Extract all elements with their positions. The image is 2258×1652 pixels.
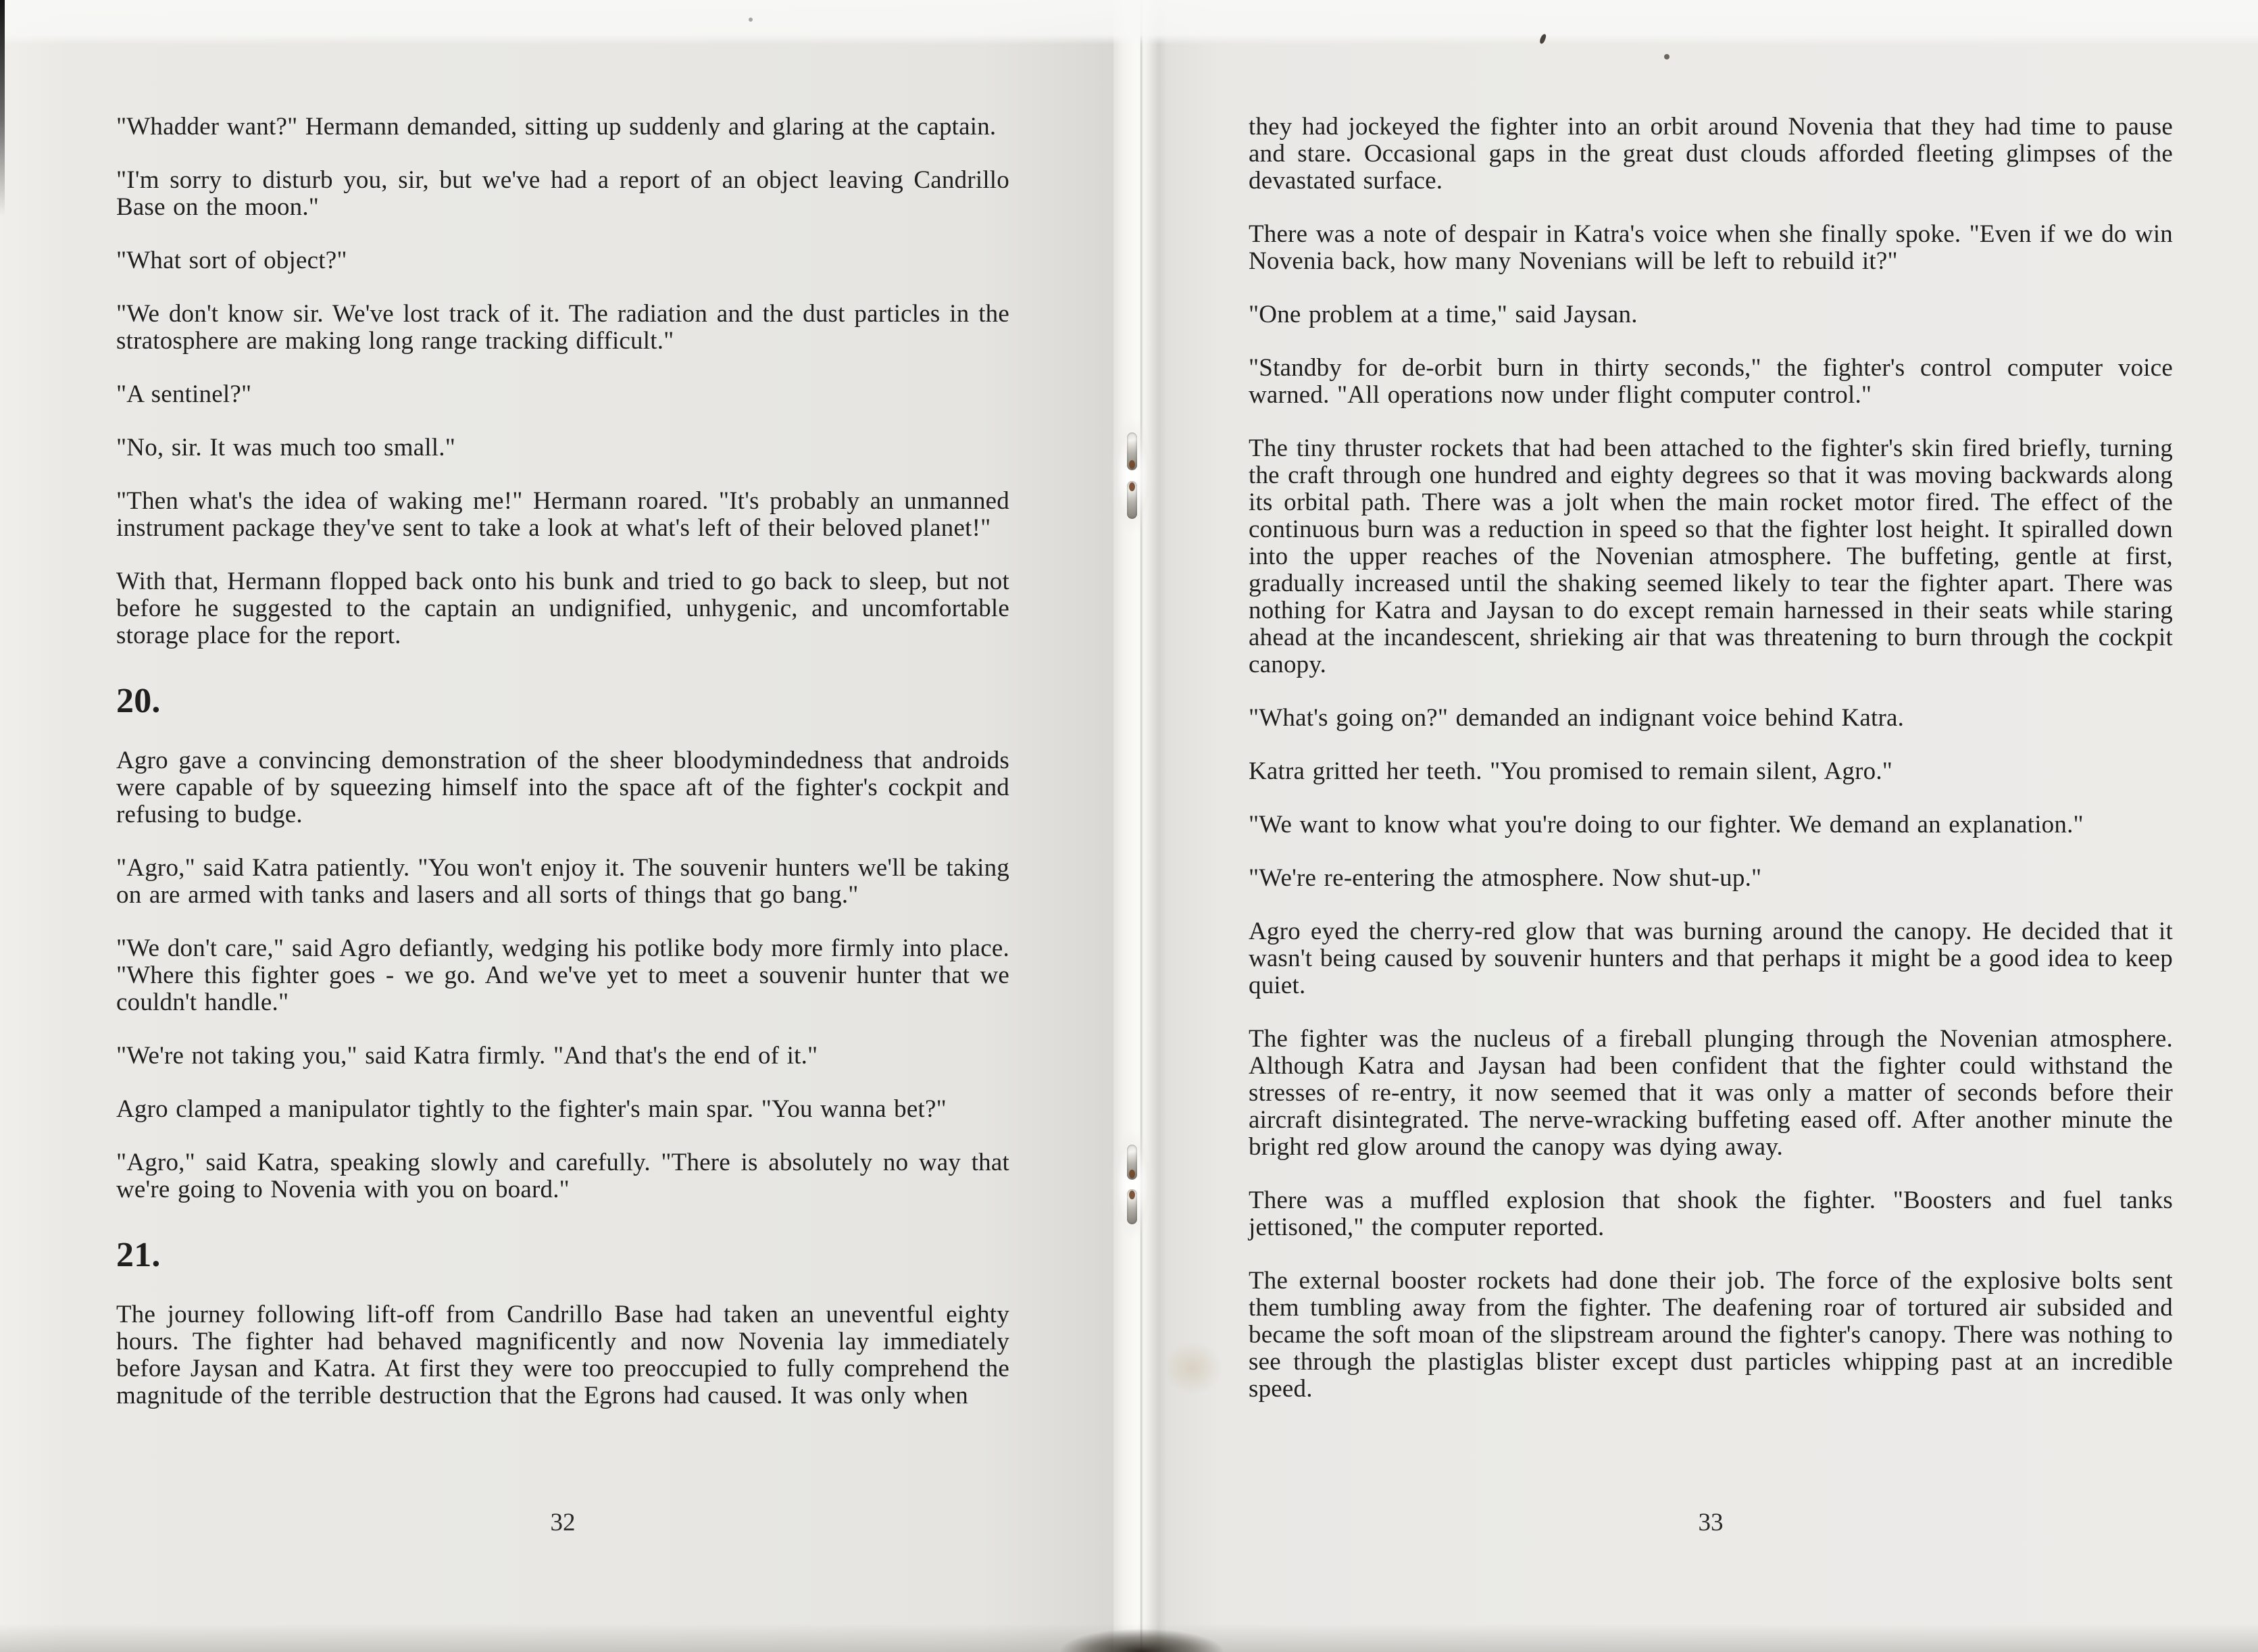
paragraph: "A sentinel?" bbox=[116, 380, 252, 408]
gutter-crease bbox=[1140, 0, 1143, 1652]
paragraph: There was a note of despair in Katra's voice when she finally spoke. "Even if we do win Novenia back, how many Novenians will be left to rebuild it?" bbox=[1249, 220, 2173, 275]
dust-speck bbox=[1664, 54, 1670, 59]
paragraph: "What sort of object?" bbox=[116, 247, 347, 274]
left-page-text bbox=[116, 114, 1009, 1436]
paragraph: "Agro," said Katra patiently. "You won't enjoy it. The souvenir hunters we'll be taking on are armed with tanks and lasers and all sorts of things that go bang." bbox=[116, 854, 1009, 909]
chapter-heading: 20. bbox=[116, 682, 161, 720]
paragraph: "We want to know what you're doing to our fighter. We demand an explanation." bbox=[1249, 811, 2084, 838]
right-page-text bbox=[1249, 114, 2173, 1429]
paragraph: "Agro," said Katra, speaking slowly and carefully. "There is absolutely no way that we're going to Novenia with you on board." bbox=[116, 1149, 1009, 1203]
scan-left-edge bbox=[0, 0, 5, 216]
paragraph: "We're not taking you," said Katra firmly. "And that's the end of it." bbox=[116, 1042, 818, 1070]
staple-icon bbox=[1124, 1145, 1140, 1224]
scan-top-light-band bbox=[0, 0, 2258, 45]
paragraph: Agro gave a convincing demonstration of the sheer bloodymindedness that androids were capable of by squeezing himself into the space aft of the fighter's cockpit and refusing to budge. bbox=[116, 747, 1009, 828]
paragraph: Agro clamped a manipulator tightly to the fighter's main spar. "You wanna bet?" bbox=[116, 1095, 947, 1123]
gutter-fold bbox=[1113, 0, 1166, 1652]
paragraph: The journey following lift-off from Candrillo Base had taken an uneventful eighty hours. The fighter had behaved magnificently and now Novenia lay immediately before Jaysan and Katra. At first they were too preoccupied to fully comprehend the magnitude of the terrible destruction that the Egrons had caused. It was only when bbox=[116, 1301, 1009, 1409]
paragraph: Agro eyed the cherry-red glow that was burning around the canopy. He decided that it wasn't being caused by souvenir hunters and that perhaps it might be a good idea to keep quiet. bbox=[1249, 918, 2173, 999]
chapter-heading: 21. bbox=[116, 1236, 161, 1274]
paragraph: "No, sir. It was much too small." bbox=[116, 434, 456, 461]
paragraph: The fighter was the nucleus of a fireball plunging through the Novenian atmosphere. Although Katra and Jaysan had been confident that the fighter could withstand the stresses of re-entry, it now seemed that it was only a matter of seconds before their aircraft disintegrated. The nerve-wracking buffeting eased off. After another minute the bright red glow around the canopy was dying away. bbox=[1249, 1025, 2173, 1161]
paragraph: With that, Hermann flopped back onto his bunk and tried to go back to sleep, but not before he suggested to the captain an undignified, unhygenic, and uncomfortable storage place for the report. bbox=[116, 568, 1009, 649]
paragraph: "Whadder want?" Hermann demanded, sitting up suddenly and glaring at the captain. bbox=[116, 113, 997, 141]
page-number: 33 bbox=[1698, 1509, 1724, 1536]
paragraph: The external booster rockets had done their job. The force of the explosive bolts sent them tumbling away from the fighter. The deafening roar of tortured air subsided and became the soft moan of the slipstream around the fighter's canopy. There was nothing to see through the plastiglas blister except dust particles whipping past at an incredible speed. bbox=[1249, 1267, 2173, 1403]
gutter-bottom-shadow bbox=[1061, 1629, 1223, 1652]
staple-prong bbox=[1127, 432, 1137, 470]
paragraph: Katra gritted her teeth. "You promised to remain silent, Agro." bbox=[1249, 757, 1893, 785]
paragraph: "What's going on?" demanded an indignant voice behind Katra. bbox=[1249, 704, 1905, 732]
paragraph: "I'm sorry to disturb you, sir, but we've had a report of an object leaving Candrillo Base on the moon." bbox=[116, 166, 1009, 221]
paragraph: they had jockeyed the fighter into an orbit around Novenia that they had time to pause and stare. Occasional gaps in the great dust clouds afforded fleeting glimpses of the devastated surface. bbox=[1249, 113, 2173, 195]
paragraph: "We're re-entering the atmosphere. Now shut-up." bbox=[1249, 864, 1762, 892]
paragraph: There was a muffled explosion that shook the fighter. "Boosters and fuel tanks jettisoned," the computer reported. bbox=[1249, 1186, 2173, 1241]
staple-prong bbox=[1127, 1145, 1137, 1180]
staple-icon bbox=[1124, 432, 1140, 519]
page-number: 32 bbox=[550, 1509, 576, 1536]
paragraph: "We don't know sir. We've lost track of it. The radiation and the dust particles in the stratosphere are making long range tracking difficult." bbox=[116, 300, 1009, 355]
paragraph: The tiny thruster rockets that had been attached to the fighter's skin fired briefly, turning the craft through one hundred and eighty degrees so that it was moving backwards along its orbital path. There was a jolt when the main rocket motor fired. The effect of the continuous burn was a reduction in speed so that the fighter lost height. It spiralled down into the upper reaches of the Novenian atmosphere. The buffeting, gentle at first, gradually increased until the shaking seemed likely to tear the fighter apart. There was nothing for Katra and Jaysan to do except remain harnessed in their seats while staring ahead at the incandescent, shrieking air that was threatening to burn through the cockpit canopy. bbox=[1249, 434, 2173, 678]
staple-prong bbox=[1127, 1189, 1137, 1224]
paragraph: "Standby for de-orbit burn in thirty seconds," the fighter's control computer voice warned. "All operations now under flight computer control." bbox=[1249, 354, 2173, 409]
staple-prong bbox=[1127, 481, 1137, 519]
paragraph: "Then what's the idea of waking me!" Hermann roared. "It's probably an unmanned instrument package they've sent to take a look at what's left of their beloved planet!" bbox=[116, 487, 1009, 542]
paper-stain bbox=[1162, 1341, 1223, 1395]
paragraph: "One problem at a time," said Jaysan. bbox=[1249, 301, 1638, 328]
paragraph: "We don't care," said Agro defiantly, wedging his potlike body more firmly into place. "Where this fighter goes - we go. And we've yet to meet a souvenir hunter that we couldn't handle." bbox=[116, 934, 1009, 1016]
dust-speck bbox=[749, 18, 753, 22]
